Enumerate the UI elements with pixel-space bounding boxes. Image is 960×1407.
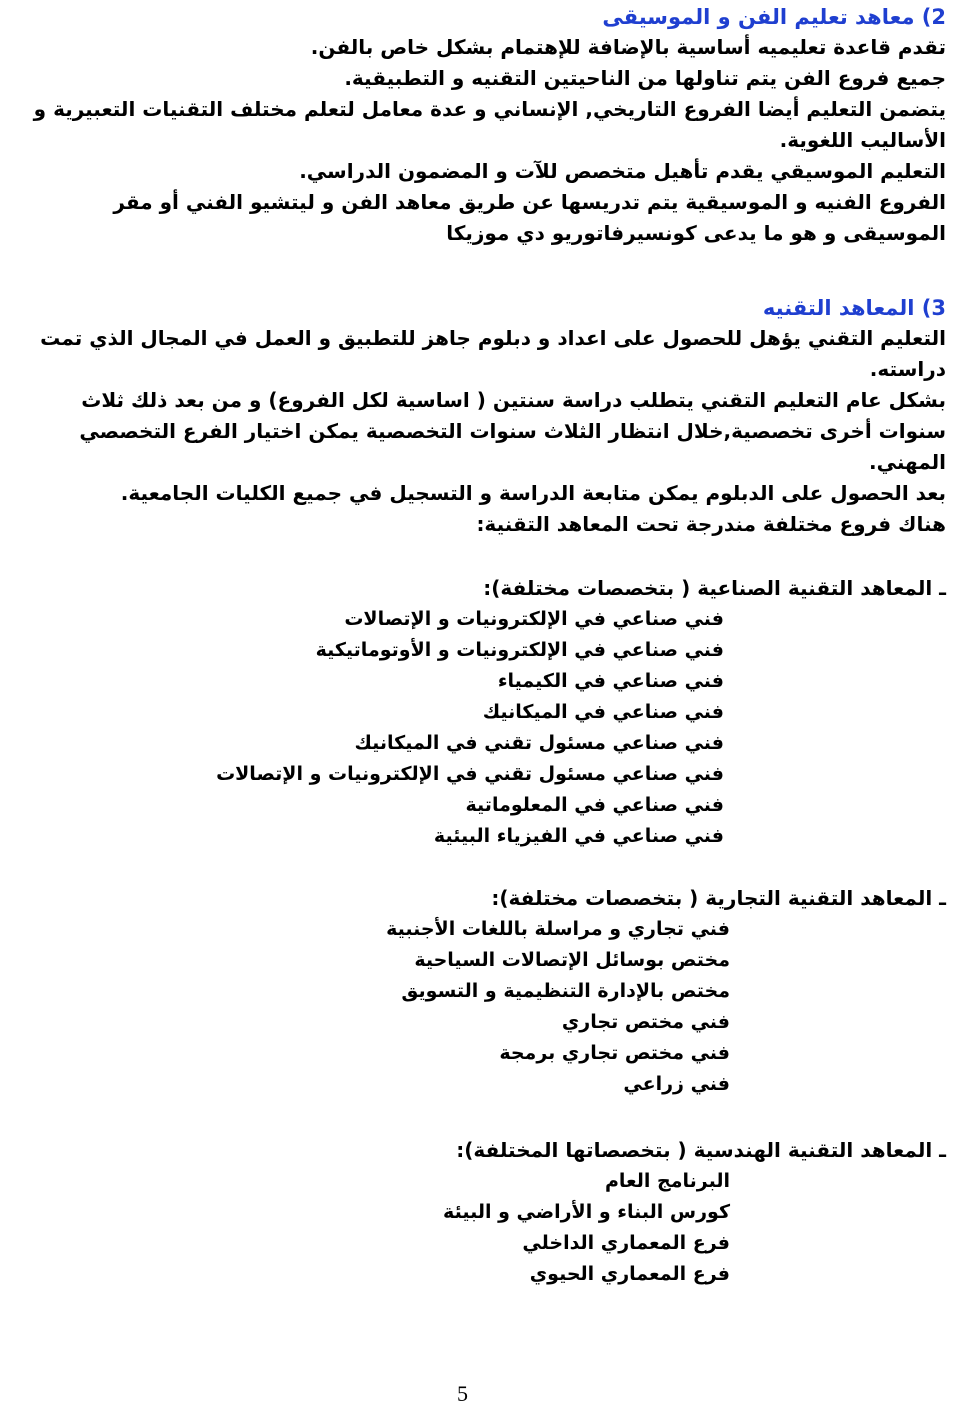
list-item: مختص بالإدارة التنظيمية و التسويق	[401, 980, 730, 1002]
industrial-institutes	[16, 572, 946, 852]
paragraph: هناك فروع مختلفة مندرجة تحت المعاهد التقنية:	[476, 512, 946, 536]
list-item: فرع المعماري الداخلي	[522, 1232, 730, 1254]
commercial-list	[16, 914, 946, 1100]
list-item: فني صناعي في الإلكترونيات و الإتصالات	[344, 608, 724, 630]
section-heading-art: 2) معاهد تعليم الفن و الموسيقى	[602, 5, 946, 29]
industrial-list	[16, 604, 946, 852]
engineering-institutes	[16, 1134, 946, 1290]
list-item: فني صناعي مسئول تقني في الإلكترونيات و الإتصالات	[216, 763, 724, 785]
list-item: فني صناعي في المعلوماتية	[465, 794, 724, 816]
list-item: فرع المعماري الحيوي	[529, 1263, 730, 1285]
section-technical	[16, 293, 946, 1290]
paragraph: الفروع الفنيه و الموسيقية يتم تدريسها عن طريق معاهد الفن و ليتشيو الفني أو مقر الموسيقى و هو ما يدعى كونسيرفاتوريو دي موزيكا	[113, 190, 946, 245]
industrial-title: ـ المعاهد التقنية الصناعية ( بتخصصات مختلفة):	[483, 576, 946, 600]
paragraph: التعليم التقني يؤهل للحصول على اعداد و دبلوم جاهز للتطبيق و العمل في المجال الذي تمت دراسته.	[40, 326, 946, 381]
list-item: البرنامج العام	[605, 1170, 730, 1192]
paragraph: بشكل عام التعليم التقني يتطلب دراسة سنتين ( اساسية لكل الفروع) و من بعد ذلك ثلاث سنوات أخرى تخصصية,خلال انتظار الثلاث سنوات التخصصية يمكن اختيار الفرع التخصصي المهني.	[79, 388, 946, 474]
section-heading-technical: 3) المعاهد التقنيه	[762, 296, 946, 320]
paragraph: بعد الحصول على الدبلوم يمكن متابعة الدراسة و التسجيل في جميع الكليات الجامعية.	[120, 481, 946, 505]
list-item: فني صناعي في الكيمياء	[497, 670, 724, 692]
paragraph: جميع فروع الفن يتم تناولها من الناحيتين التقنيه و التطبيقية.	[344, 66, 946, 90]
list-item: فني صناعي مسئول تقني في الميكانيك	[354, 732, 724, 754]
paragraph: تقدم قاعدة تعليميه أساسية بالإضافة للإهتمام بشكل خاص بالفن.	[310, 35, 946, 59]
engineering-title: ـ المعاهد التقنية الهندسية ( بتخصصاتها المختلفة):	[456, 1138, 946, 1162]
paragraph: التعليم الموسيقي يقدم تأهيل متخصص للآت و المضمون الدراسي.	[299, 159, 946, 183]
list-item: كورس البناء و الأراضي و البيئة	[443, 1201, 730, 1223]
paragraph: يتضمن التعليم أيضا الفروع التاريخي, الإنساني و عدة معامل لتعلم مختلف التقنيات التعبيرية و الأساليب اللغوية.	[33, 97, 946, 152]
list-item: فني مختص تجاري	[561, 1011, 730, 1033]
commercial-institutes	[16, 882, 946, 1100]
page-number: 5	[457, 1381, 468, 1406]
list-item: فني صناعي في الإلكترونيات و الأوتوماتيكية	[315, 639, 724, 661]
list-item: فني مختص تجاري برمجة	[499, 1042, 730, 1064]
section-art-music	[16, 0, 946, 249]
engineering-list	[16, 1166, 946, 1290]
list-item: فني صناعي في الميكانيك	[482, 701, 724, 723]
commercial-title: ـ المعاهد التقنية التجارية ( بتخصصات مختلفة):	[491, 886, 946, 910]
document-page	[16, 0, 946, 1290]
list-item: مختص بوسائل الإتصالات السياحية	[414, 949, 730, 971]
list-item: فني صناعي في الفيزياء البيئية	[433, 825, 724, 847]
list-item: فني تجاري و مراسلة باللغات الأجنبية	[386, 918, 730, 940]
list-item: فني زراعي	[623, 1073, 730, 1095]
